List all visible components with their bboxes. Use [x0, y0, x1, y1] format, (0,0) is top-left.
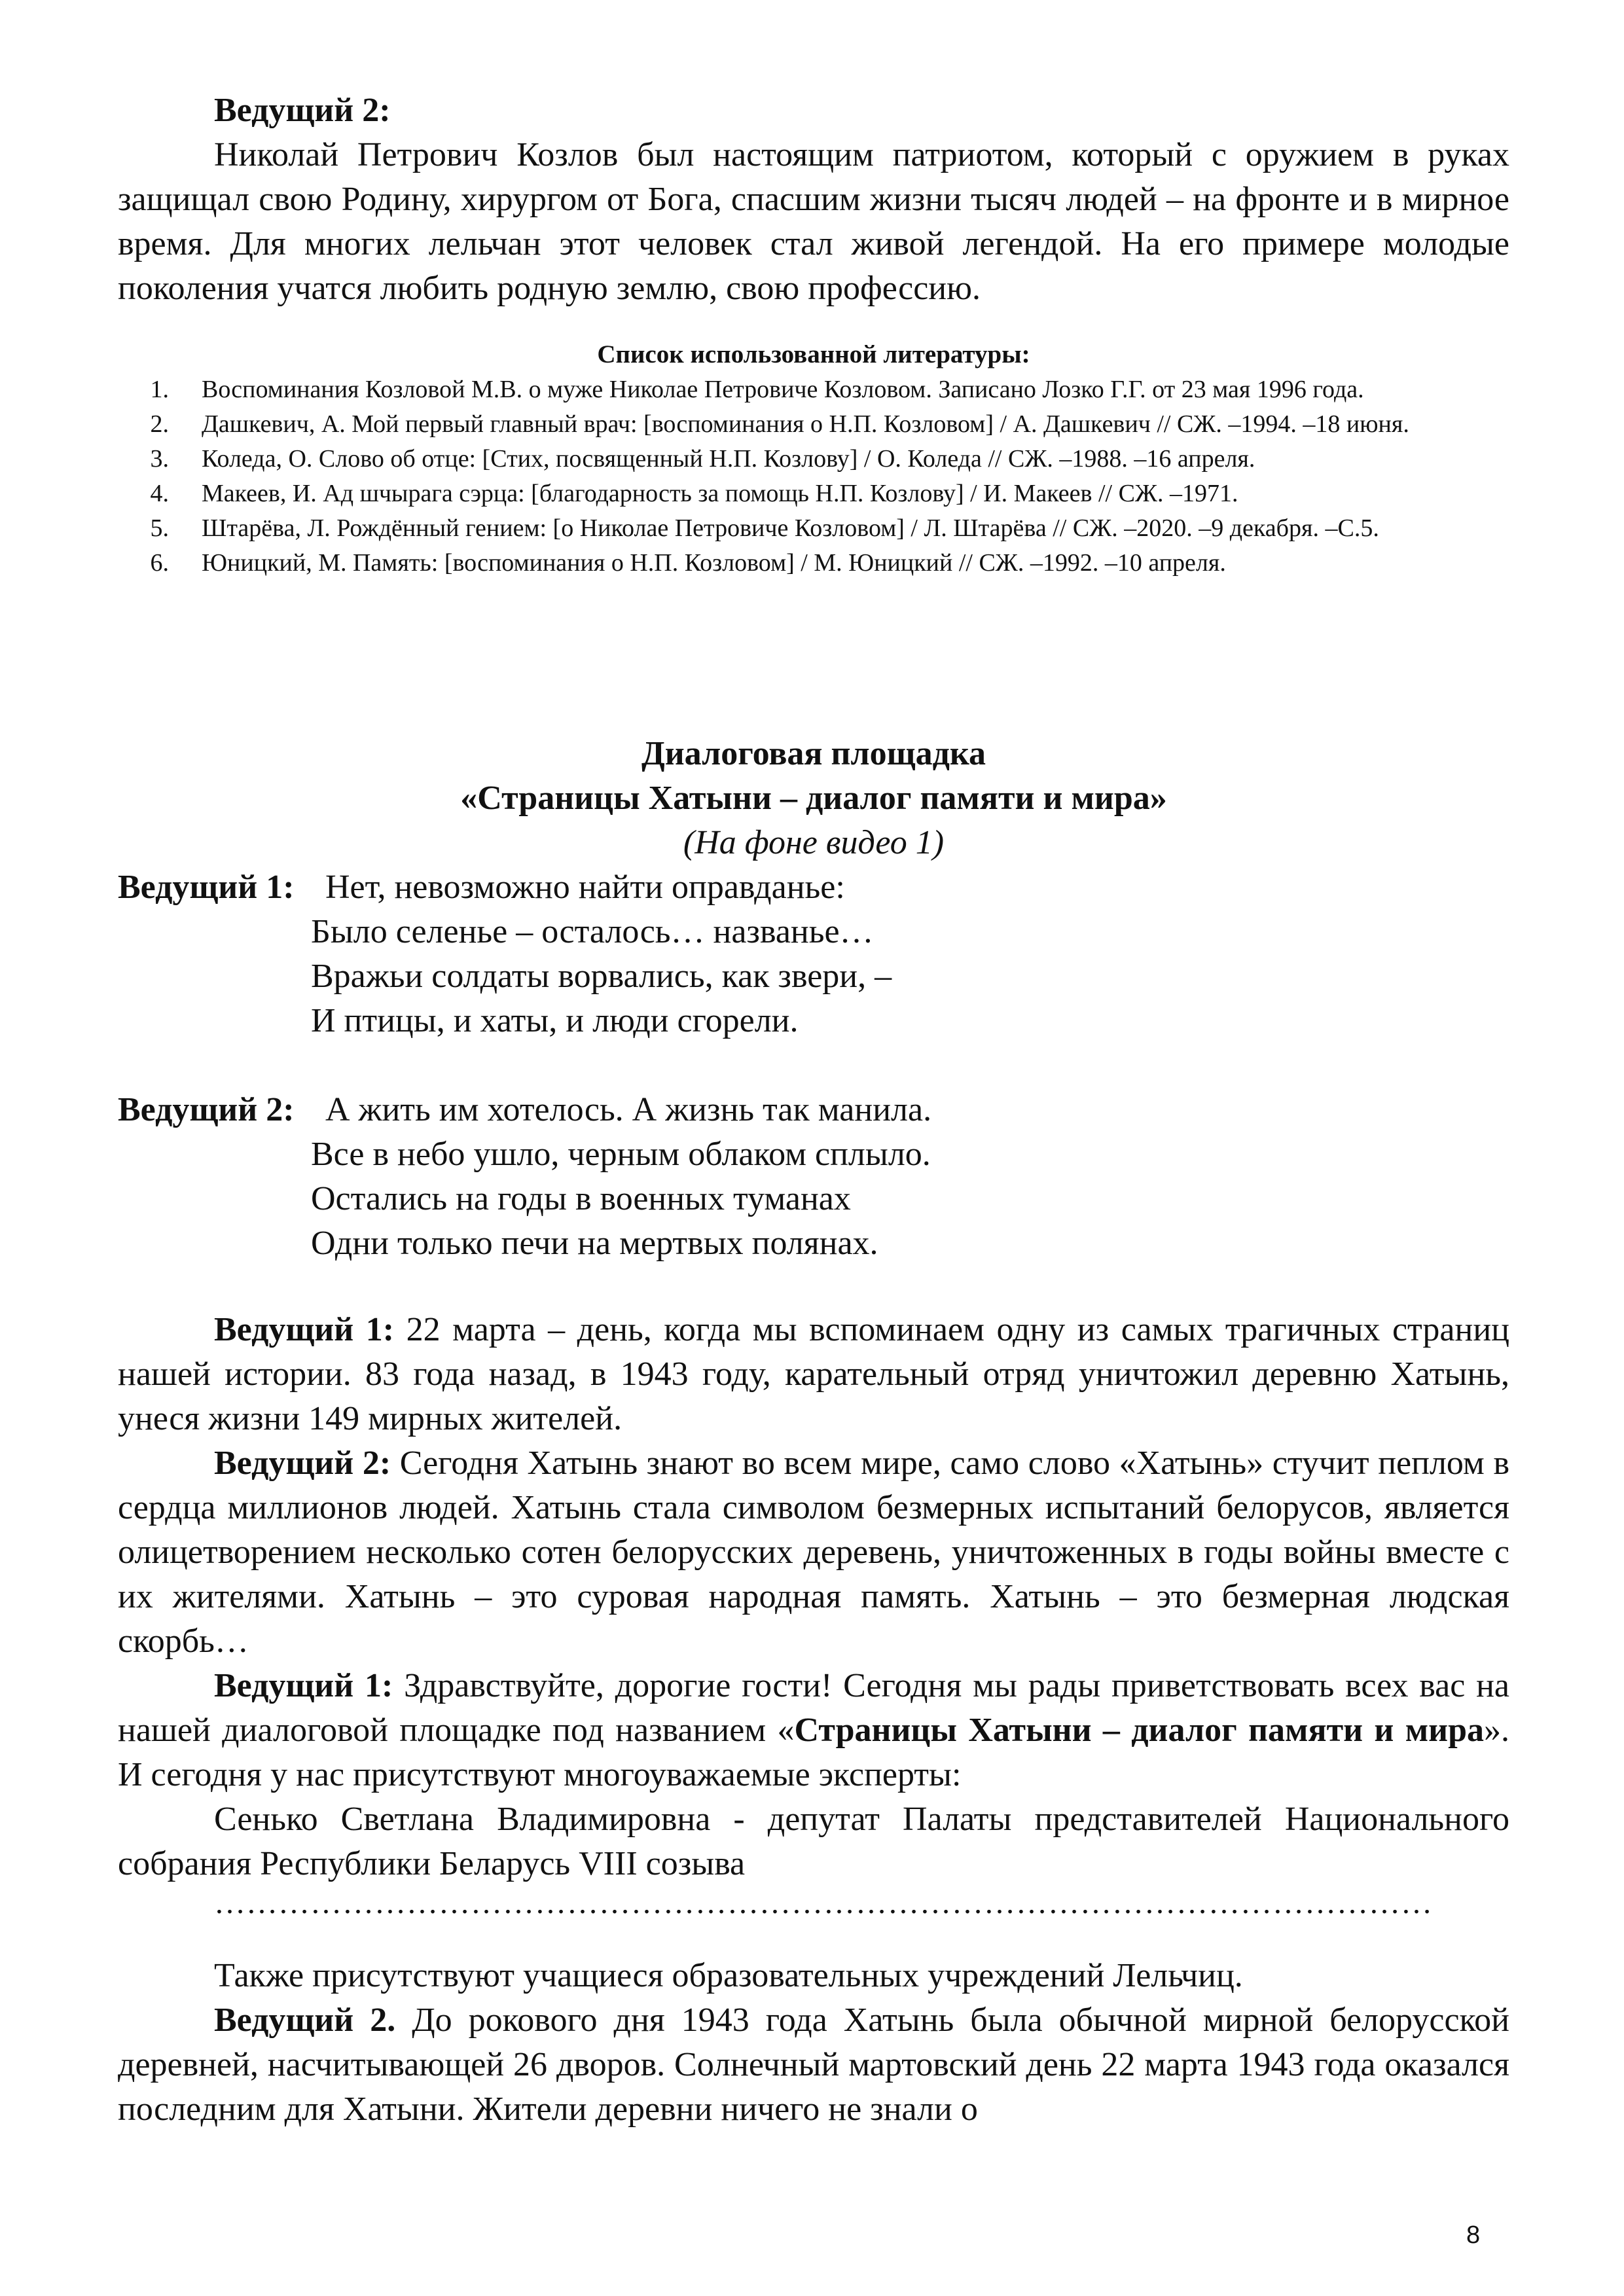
poem2-speaker: Ведущий 2:: [118, 1091, 295, 1128]
section1-paragraph: [118, 88, 1509, 311]
dialog-subtitle-title: «Страницы Хатыни – диалог памяти и мира»: [460, 780, 1167, 817]
paragraph-p2: Ведущий 2: Сегодня Хатынь знают во всем мире, само слово «Хатынь» стучит пеплом в сердца миллионов людей. Хатынь стала символом безмерных испытаний белорусов, является олицетворением несколько сотен белорусских деревень, уничтоженных в годы войны вместе с их жителями. Хатынь – это суровая народная память. Хатынь – это безмерная людская скорбь…: [118, 1444, 1509, 1660]
poem1-speaker: Ведущий 1:: [118, 869, 295, 906]
dotted-placeholder-line: ……………………………………………………………………………………………………: [214, 1886, 1433, 1920]
poem1-line: Нет, невозможно найти оправданье:: [325, 869, 845, 906]
poem2-line: Все в небо ушло, черным облаком сплыло.: [311, 1136, 931, 1173]
paragraph-p3: Ведущий 1: Здравствуйте, дорогие гости! Сегодня мы рады приветствовать всех вас на нашей диалоговой площадке под названием «Страницы Хатыни – диалог памяти и мира». И сегодня у нас присутствуют многоуважаемые эксперты:: [118, 1667, 1509, 1793]
paragraph-p4: Сенько Светлана Владимировна - депутат Палаты представителей Национального собрания Республики Беларусь VIII созыва: [118, 1801, 1509, 1882]
paragraph-p6: Ведущий 2. До рокового дня 1943 года Хатынь была обычной мирной белорусской деревней, насчитывающей 26 дворов. Солнечный мартовский день 22 марта 1943 года оказался последним для Хатыни. Жители деревни ничего не знали о: [118, 2001, 1509, 2128]
references-list: [118, 373, 1509, 581]
poem2-line: А жить им хотелось. А жизнь так манила.: [325, 1091, 932, 1128]
section1-text: Николай Петрович Козлов был настоящим патриотом, который с оружием в руках защищал свою Родину, хирургом от Бога, спасшим жизни тысяч людей – на фронте и в мирное время. Для многих лельчан этот человек стал живой легендой. На его примере молодые поколения учатся любить родную землю, свою профессию.: [118, 136, 1509, 307]
speaker-label: Ведущий 2:: [214, 92, 391, 129]
reference-item: 3. Коледа, О. Слово об отце: [Стих, посвященный Н.П. Козлову] / О. Коледа // СЖ. –1988. –16 апреля.: [150, 445, 1255, 473]
reference-item: 2. Дашкевич, А. Мой первый главный врач: [воспоминания о Н.П. Козловом] / А. Дашкевич // СЖ. –1994. –18 июня.: [150, 410, 1409, 438]
reference-item: 4. Макеев, И. Ад шчырага сэрца: [благодарность за помощь Н.П. Козлову] / И. Макеев // СЖ. –1971.: [150, 480, 1238, 507]
reference-item: 1. Воспоминания Козловой М.В. о муже Николае Петровиче Козловом. Записано Лозко Г.Г. от 23 мая 1996 года.: [150, 376, 1364, 403]
poem1-line: Вражьи солдаты ворвались, как звери, –: [311, 958, 892, 995]
reference-item: 5. Штарёва, Л. Рождённый гением: [о Николае Петровиче Козловом] / Л. Штарёва // СЖ. –2020. –9 декабря. –С.5.: [150, 514, 1379, 542]
reference-item: 6. Юницкий, М. Память: [воспоминания о Н.П. Козловом] / М. Юницкий // СЖ. –1992. –10 апреля.: [150, 549, 1226, 577]
page-number: 8: [1466, 2221, 1481, 2249]
poem2-line: Остались на годы в военных туманах: [311, 1180, 851, 1217]
poem1-line: И птицы, и хаты, и люди сгорели.: [311, 1002, 799, 1039]
poem2-line: Одни только печи на мертвых полянах.: [311, 1225, 878, 1262]
paragraph-p5: Также присутствуют учащиеся образовательных учреждений Лельчиц.: [214, 1957, 1243, 1994]
references-title: Список использованной литературы:: [597, 340, 1030, 368]
paragraph-p1: Ведущий 1: 22 марта – день, когда мы вспоминаем одну из самых трагичных страниц нашей истории. 83 года назад, в 1943 году, карательный отряд уничтожил деревню Хатынь, унеся жизни 149 мирных жителей.: [118, 1311, 1509, 1437]
dialog-note: (На фоне видео 1): [683, 824, 945, 861]
poem1-line: Было селенье – осталось… названье…: [311, 913, 874, 950]
dialog-title: Диалоговая площадка: [641, 735, 986, 772]
